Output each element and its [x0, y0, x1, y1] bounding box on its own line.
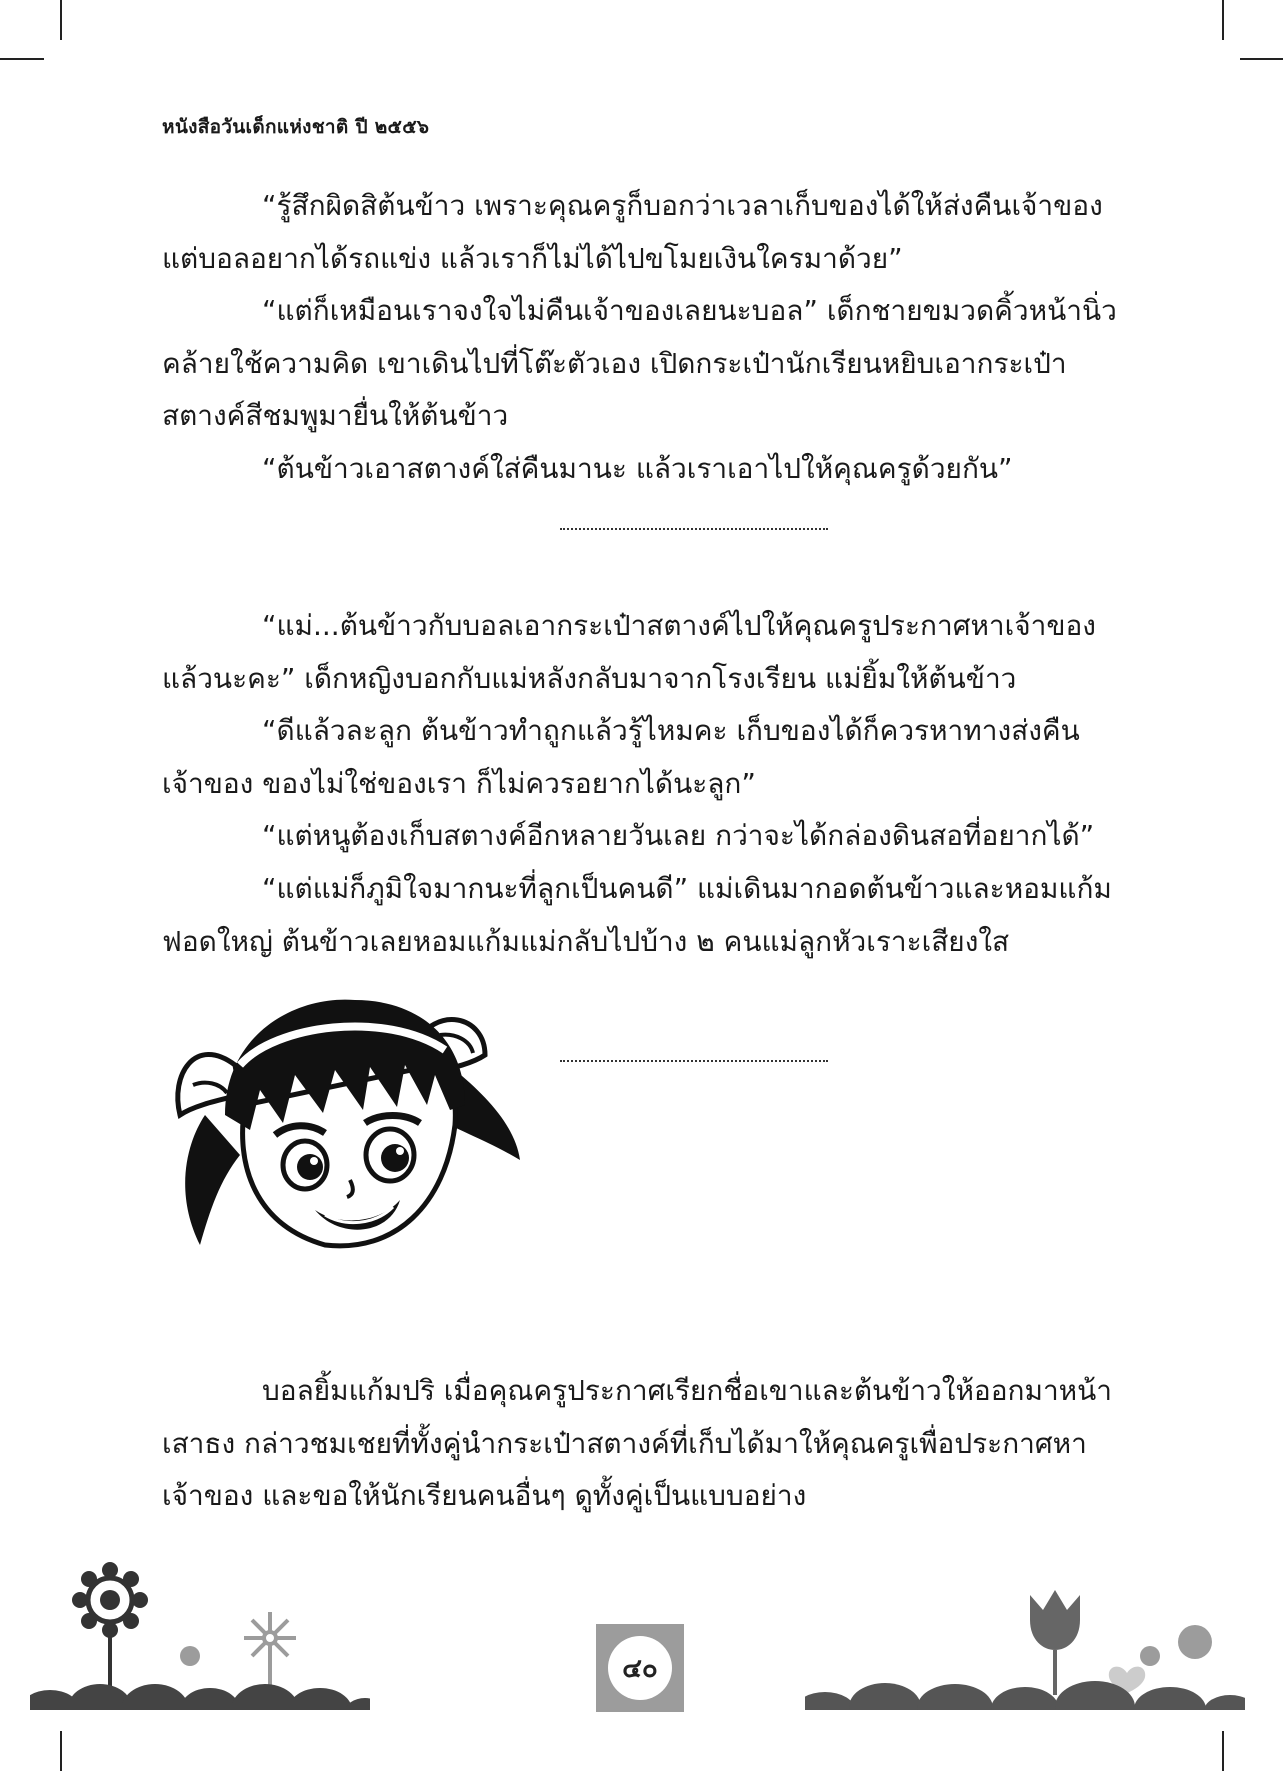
crop-mark [0, 58, 44, 60]
flower-decoration-left [30, 1560, 370, 1710]
paragraph: “ดีแล้วละลูก ต้นข้าวทำถูกแล้วรู้ไหมคะ เก็บของได้ก็ควรหาทางส่งคืน เจ้าของ ของไม่ใช่ของเรา ก็ไม่ควรอยากได้นะลูก” [162, 714, 1080, 800]
crop-mark [1222, 0, 1224, 40]
paragraph: “รู้สึกผิดสิต้นข้าว เพราะคุณครูก็บอกว่าเวลาเก็บของได้ให้ส่งคืนเจ้าของ แต่บอลอยากได้รถแข่ง แล้วเราก็ไม่ได้ไปขโมยเงินใครมาด้วย” [162, 189, 1103, 275]
crop-mark [1240, 58, 1283, 60]
flower-decoration-right [805, 1585, 1245, 1710]
paragraph: “แต่หนูต้องเก็บสตางค์อีกหลายวันเลย กว่าจะได้กล่องดินสอที่อยากได้” [262, 819, 1095, 852]
crop-mark [60, 1731, 62, 1771]
paragraph: “แต่ก็เหมือนเราจงใจไม่คืนเจ้าของเลยนะบอล” เด็กชายขมวดคิ้วหน้านิ่ว คล้ายใช้ความคิด เขาเดินไปที่โต๊ะตัวเอง เปิดกระเป๋านักเรียนหยิบเอากระเป๋า สตางค์สีชมพูมายื่นให้ต้นข้าว [162, 294, 1117, 432]
section-separator [560, 528, 828, 530]
page-number-badge [596, 1624, 684, 1712]
crop-mark [60, 0, 62, 40]
paragraph: “ต้นข้าวเอาสตางค์ใส่คืนมานะ แล้วเราเอาไปให้คุณครูด้วยกัน” [262, 452, 1013, 485]
running-header: หนังสือวันเด็กแห่งชาติ ปี ๒๕๕๖ [162, 116, 430, 138]
paragraph: “แต่แม่ก็ภูมิใจมากนะที่ลูกเป็นคนดี” แม่เดินมากอดต้นข้าวและหอมแก้ม ฟอดใหญ่ ต้นข้าวเลยหอมแก้มแม่กลับไปบ้าง ๒ คนแม่ลูกหัวเราะเสียงใส [162, 872, 1112, 958]
girl-face-illustration [165, 995, 525, 1260]
section-separator [560, 1060, 828, 1062]
page-number: ๔๐ [608, 1636, 672, 1700]
paragraph: บอลยิ้มแก้มปริ เมื่อคุณครูประกาศเรียกชื่อเขาและต้นข้าวให้ออกมาหน้า เสาธง กล่าวชมเชยที่ทั้งคู่นำกระเป๋าสตางค์ที่เก็บได้มาให้คุณครูเพื่อประกาศหา เจ้าของ และขอให้นักเรียนคนอื่นๆ ดูทั้งคู่เป็นแบบอย่าง [162, 1374, 1112, 1512]
crop-mark [1222, 1731, 1224, 1771]
paragraph: “แม่...ต้นข้าวกับบอลเอากระเป๋าสตางค์ไปให้คุณครูประกาศหาเจ้าของ แล้วนะคะ” เด็กหญิงบอกกับแม่หลังกลับมาจากโรงเรียน แม่ยิ้มให้ต้นข้าว [162, 609, 1096, 695]
